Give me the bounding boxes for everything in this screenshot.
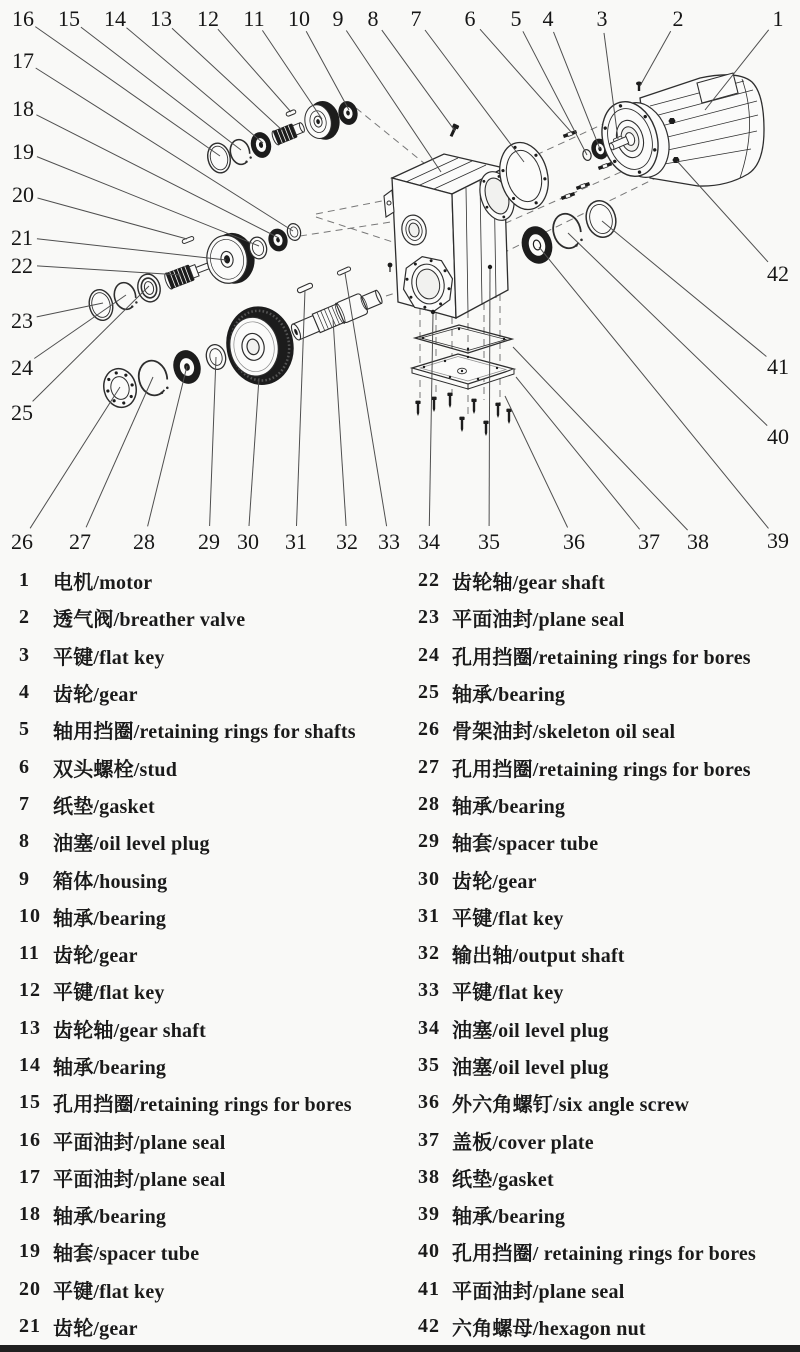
leader-line-7: [425, 30, 524, 162]
callout-number-14: 14: [104, 6, 126, 31]
part-name: 齿轮/gear: [53, 1318, 138, 1341]
part-10-bearing-drawing: [337, 100, 359, 126]
part-number: 29: [418, 830, 440, 853]
parts-list-item: [19, 898, 396, 935]
leader-line-8: [382, 30, 455, 131]
parts-list-item: [418, 1271, 800, 1308]
part-name: 轴套/spacer tube: [53, 1243, 200, 1266]
part-38-gasket-drawing: [415, 325, 512, 353]
parts-list-item: [19, 748, 396, 785]
callout-number-17: 17: [12, 48, 34, 73]
part-name: 双头螺栓/stud: [53, 758, 178, 781]
leader-line-16: [35, 27, 220, 156]
callout-number-30: 30: [237, 529, 259, 554]
part-26-skeleton-oil-seal-drawing: [100, 365, 140, 411]
part-number: 32: [418, 942, 440, 965]
callout-number-12: 12: [197, 6, 219, 31]
part-number: 42: [418, 1315, 440, 1338]
leader-line-28: [148, 366, 187, 526]
leader-line-21: [37, 239, 226, 260]
parts-list-item: [19, 1121, 396, 1158]
part-number: 34: [418, 1016, 440, 1039]
callout-number-31: 31: [285, 529, 307, 554]
callout-number-19: 19: [12, 139, 34, 164]
parts-list-item: [19, 599, 396, 636]
part-number: 11: [19, 942, 40, 965]
part-name: 平键/flat key: [452, 982, 564, 1005]
part-33-flat-key-drawing: [337, 266, 351, 275]
parts-list-item: [19, 1196, 396, 1233]
part-name: 电机/motor: [53, 572, 153, 595]
part-number: 26: [418, 718, 440, 741]
parts-list-item: [418, 1196, 800, 1233]
part-34-oil-plug: [388, 263, 393, 268]
part-name: 齿轮轴/gear shaft: [53, 1019, 206, 1042]
parts-list-item: [418, 898, 800, 935]
parts-list-item: [418, 1084, 800, 1121]
part-number: 5: [19, 718, 30, 741]
part-number: 7: [19, 792, 30, 815]
part-41-plane-seal-drawing: [582, 197, 620, 241]
callout-number-16: 16: [12, 6, 34, 31]
parts-list-item: [418, 1308, 800, 1345]
part-number: 6: [19, 755, 30, 778]
part-number: 16: [19, 1128, 41, 1151]
leader-line-12: [218, 29, 291, 112]
part-name: 油塞/oil level plug: [53, 833, 210, 856]
parts-list-item: [418, 748, 800, 785]
part-name: 孔用挡圈/retaining rings for bores: [452, 646, 751, 669]
part-17-plane-seal-drawing: [286, 222, 303, 242]
parts-list-item: [418, 1121, 800, 1158]
part-name: 孔用挡圈/retaining rings for bores: [53, 1094, 352, 1117]
callout-number-20: 20: [12, 182, 34, 207]
parts-list-item: [19, 823, 396, 860]
parts-list-item: [418, 562, 800, 599]
part-number: 41: [418, 1277, 440, 1300]
part-name: 骨架油封/skeleton oil seal: [452, 721, 676, 744]
part-name: 齿轮轴/gear shaft: [452, 572, 605, 595]
callout-number-37: 37: [638, 529, 660, 554]
leader-line-9: [346, 31, 441, 173]
parts-list-item: [19, 935, 396, 972]
parts-list-item: [418, 711, 800, 748]
housing-lug: [384, 190, 394, 217]
part-number: 31: [418, 904, 440, 927]
callout-number-40: 40: [767, 424, 789, 449]
parts-list-item: [418, 823, 800, 860]
parts-list-item: [19, 1084, 396, 1121]
part-name: 孔用挡圈/ retaining rings for bores: [452, 1243, 756, 1266]
callout-number-29: 29: [198, 529, 220, 554]
parts-list-item: [19, 972, 396, 1009]
parts-list-item: [19, 637, 396, 674]
part-12-flat-key-drawing: [286, 109, 297, 116]
parts-list-left-column: [0, 562, 396, 1346]
parts-list-item: [19, 1010, 396, 1047]
part-name: 油塞/oil level plug: [452, 1019, 609, 1042]
callout-number-35: 35: [478, 529, 500, 554]
callout-number-15: 15: [58, 6, 80, 31]
part-name: 轴承/bearing: [452, 684, 566, 707]
part-1-motor-drawing: [594, 73, 764, 186]
parts-list-item: [418, 860, 800, 897]
callout-number-39: 39: [767, 528, 789, 553]
callout-number-42: 42: [767, 261, 789, 286]
part-number: 37: [418, 1128, 440, 1151]
leader-line-18: [36, 115, 279, 238]
callout-number-34: 34: [418, 529, 440, 554]
part-name: 平键/flat key: [53, 982, 165, 1005]
leader-line-41: [602, 221, 766, 357]
parts-list-right-column: [396, 562, 800, 1346]
callout-number-9: 9: [332, 6, 344, 31]
part-name: 平面油封/plane seal: [53, 1168, 226, 1191]
part-number: 40: [418, 1240, 440, 1263]
part-40-retaining-ring-drawing: [549, 210, 585, 251]
parts-list-item: [418, 1047, 800, 1084]
leader-line-32: [333, 319, 346, 526]
part-name: 外六角螺钉/six angle screw: [452, 1094, 690, 1117]
part-number: 2: [19, 606, 30, 629]
parts-list-item: [19, 860, 396, 897]
leader-line-38: [513, 347, 688, 530]
callout-number-27: 27: [69, 529, 91, 554]
parts-list-item: [19, 1271, 396, 1308]
callout-number-41: 41: [767, 354, 789, 379]
leader-line-10: [306, 31, 349, 110]
callout-number-7: 7: [410, 6, 422, 31]
part-8-oil-plug-drawing: [448, 123, 459, 137]
parts-list-item: [418, 972, 800, 1009]
leader-line-24: [34, 295, 126, 359]
callout-number-5: 5: [510, 6, 522, 31]
part-35-oil-plug: [488, 265, 492, 269]
parts-list-item: [418, 935, 800, 972]
callout-number-22: 22: [11, 253, 33, 278]
callout-number-21: 21: [11, 225, 33, 250]
parts-list-item: [19, 562, 396, 599]
callout-number-28: 28: [133, 529, 155, 554]
part-name: 纸垫/gasket: [452, 1168, 554, 1191]
callout-number-36: 36: [563, 529, 585, 554]
part-name: 轴用挡圈/retaining rings for shafts: [53, 721, 356, 744]
parts-list-item: [418, 786, 800, 823]
parts-list-item: [19, 1233, 396, 1270]
leader-line-37: [516, 377, 640, 529]
part-11-gear-drawing: [301, 99, 342, 143]
part-name: 盖板/cover plate: [452, 1131, 594, 1154]
callout-number-24: 24: [11, 355, 33, 380]
part-name: 轴承/bearing: [53, 1057, 167, 1079]
callout-number-26: 26: [11, 529, 33, 554]
part-number: 15: [19, 1091, 41, 1114]
part-number: 13: [19, 1016, 41, 1039]
part-number: 8: [19, 830, 30, 853]
part-name: 纸垫/gasket: [53, 795, 155, 818]
part-number: 14: [19, 1054, 41, 1076]
parts-list-item: [19, 1308, 396, 1345]
part-name: 轴套/spacer tube: [452, 833, 599, 856]
parts-list-item: [19, 1159, 396, 1196]
parts-list-item: [19, 674, 396, 711]
parts-list-item: [418, 1233, 800, 1270]
part-name: 箱体/housing: [53, 870, 168, 893]
part-number: 18: [19, 1203, 41, 1226]
part-2-breather-valve-drawing: [636, 82, 642, 92]
part-25-bearing-drawing: [135, 272, 163, 304]
part-name: 轴承/bearing: [53, 907, 167, 930]
callout-number-38: 38: [687, 529, 709, 554]
leader-line-4: [554, 32, 601, 149]
part-number: 19: [19, 1240, 41, 1263]
parts-list-item: [418, 674, 800, 711]
part-number: 23: [418, 606, 440, 629]
part-number: 33: [418, 979, 440, 1002]
part-30-gear-drawing: [221, 302, 300, 390]
callout-number-3: 3: [596, 6, 608, 31]
leader-line-20: [38, 198, 188, 239]
part-name: 齿轮/gear: [53, 684, 138, 707]
part-number: 27: [418, 755, 440, 778]
part-number: 25: [418, 681, 440, 704]
part-number: 30: [418, 867, 440, 890]
callout-number-32: 32: [336, 529, 358, 554]
leader-line-40: [568, 233, 767, 426]
callout-number-6: 6: [464, 6, 476, 31]
part-number: 39: [418, 1203, 440, 1226]
parts-list-item: [418, 1010, 800, 1047]
part-number: 20: [19, 1277, 41, 1300]
callout-number-1: 1: [772, 6, 784, 31]
part-16-plane-seal-drawing: [205, 141, 234, 175]
part-number: 9: [19, 867, 30, 890]
part-18-bearing-drawing: [267, 227, 290, 253]
leader-line-14: [127, 28, 264, 143]
leader-line-29: [210, 357, 216, 526]
part-name: 轴承/bearing: [53, 1206, 167, 1229]
leader-line-35: [489, 269, 490, 526]
leader-line-26: [30, 387, 120, 528]
part-34-oil-plug-b: [431, 310, 435, 314]
part-number: 12: [19, 979, 41, 1002]
exploded-view-diagram: [0, 0, 800, 560]
parts-list-item: [418, 637, 800, 674]
callout-number-18: 18: [12, 96, 34, 121]
leader-line-22: [37, 266, 181, 275]
callout-number-13: 13: [150, 6, 172, 31]
callout-number-4: 4: [542, 6, 554, 31]
parts-list-item: [19, 1047, 396, 1084]
part-name: 平键/flat key: [452, 907, 564, 930]
callout-number-23: 23: [11, 308, 33, 333]
part-name: 输出轴/output shaft: [452, 945, 625, 968]
part-15-retaining-ring-drawing: [228, 137, 253, 166]
part-number: 38: [418, 1165, 440, 1188]
part-name: 轴承/bearing: [452, 795, 566, 818]
part-number: 1: [19, 569, 30, 592]
part-20-flat-key-drawing: [182, 236, 195, 244]
part-number: 21: [19, 1315, 41, 1338]
callout-number-2: 2: [672, 6, 684, 31]
part-name: 油塞/oil level plug: [452, 1057, 609, 1079]
part-number: 3: [19, 643, 30, 666]
leader-line-2: [640, 31, 671, 86]
parts-list-item: [418, 1159, 800, 1196]
part-name: 平键/flat key: [53, 646, 165, 669]
callout-number-33: 33: [378, 529, 400, 554]
parts-list-item: [19, 786, 396, 823]
part-name: 轴承/bearing: [452, 1206, 566, 1229]
part-name: 齿轮/gear: [452, 870, 537, 893]
part-number: 10: [19, 904, 41, 927]
leader-line-15: [81, 27, 241, 150]
part-name: 齿轮/gear: [53, 945, 138, 968]
part-9-housing-drawing: [384, 154, 520, 318]
part-13-gear-shaft-drawing: [271, 120, 307, 146]
part-number: 24: [418, 643, 440, 666]
callout-number-11: 11: [243, 6, 265, 31]
bottom-edge-line: [0, 1345, 800, 1352]
part-36-screws-drawing: [415, 393, 511, 436]
leader-line-34: [429, 314, 433, 526]
part-name: 透气阀/breather valve: [53, 609, 246, 632]
part-number: 36: [418, 1091, 440, 1114]
leader-line-39: [539, 247, 769, 528]
callout-number-8: 8: [367, 6, 379, 31]
part-name: 平面油封/plane seal: [53, 1131, 226, 1154]
part-number: 22: [418, 569, 440, 592]
part-number: 35: [418, 1054, 440, 1076]
part-name: 平面油封/plane seal: [452, 1280, 625, 1303]
part-name: 六角螺母/hexagon nut: [452, 1318, 646, 1341]
part-number: 28: [418, 792, 440, 815]
part-14-bearing-drawing: [249, 131, 273, 160]
leader-line-36: [505, 396, 568, 528]
parts-list-item: [418, 599, 800, 636]
part-37-cover-plate-drawing: [412, 354, 514, 389]
gear-reducer-assembly-drawing: [0, 0, 800, 560]
parts-list-item: [19, 711, 396, 748]
part-name: 平键/flat key: [53, 1280, 165, 1303]
parts-list: [0, 562, 800, 1346]
leader-line-30: [249, 378, 259, 526]
callout-number-10: 10: [288, 6, 310, 31]
part-name: 平面油封/plane seal: [452, 609, 625, 632]
part-name: 孔用挡圈/retaining rings for bores: [452, 758, 751, 781]
part-number: 17: [19, 1165, 41, 1188]
part-number: 4: [19, 681, 30, 704]
callout-number-25: 25: [11, 400, 33, 425]
